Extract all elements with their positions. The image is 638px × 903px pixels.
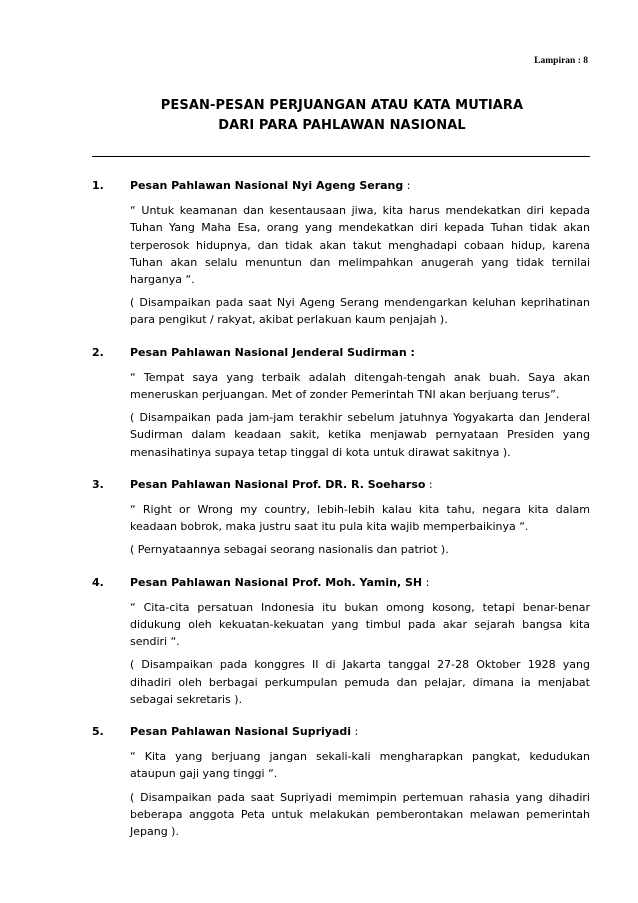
item-heading bbox=[130, 177, 590, 194]
item-heading-text: Pesan Pahlawan Nasional Jenderal Sudirman : bbox=[130, 345, 415, 359]
item-note: ( Disampaikan pada jam-jam terakhir sebelum jatuhnya Yogyakarta dan Jenderal Sudirman dalam keadaan sakit, ketika menjawab pernyataan Presiden yang menasihatinya supaya tetap tinggal di kota untuk dirawat sakitnya ). bbox=[130, 411, 590, 459]
item-heading bbox=[130, 723, 590, 740]
item-heading-suffix: : bbox=[422, 575, 430, 589]
horizontal-rule bbox=[92, 156, 590, 157]
item-body bbox=[130, 177, 590, 329]
item-heading-suffix: : bbox=[403, 179, 411, 192]
item-quote: “ Right or Wrong my country, lebih-lebih kalau kita tahu, negara kita dalam keadaan bobrok, maka justru saat itu pula kita wajib memperbaikinya “. bbox=[130, 503, 590, 534]
item-heading-suffix: : bbox=[351, 725, 359, 739]
item-body bbox=[130, 344, 590, 461]
item-note: ( Pernyataannya sebagai seorang nasionalis dan patriot ). bbox=[130, 543, 449, 557]
list-item bbox=[92, 344, 590, 461]
item-number: 3. bbox=[92, 477, 104, 491]
title-line-1: PESAN-PESAN PERJUANGAN ATAU KATA MUTIARA bbox=[160, 98, 524, 113]
item-body bbox=[130, 574, 590, 708]
item-quote: “ Untuk keamanan dan kesentausaan jiwa, kita harus mendekatkan diri kepada Tuhan Yang Maha Esa, orang yang mendekatkan diri kepada Tuhan tidak akan terperosok hidupnya, dan tidak akan takut menghadapi cobaan hidup, karena Tuhan akan selalu menuntun dan melimpahkan anugerah yang tidak ternilai harganya “. bbox=[130, 204, 590, 287]
list-item bbox=[92, 476, 590, 559]
item-number: 2. bbox=[92, 345, 104, 359]
list-item bbox=[92, 177, 590, 329]
item-heading-text: Pesan Pahlawan Nasional Prof. Moh. Yamin, SH bbox=[130, 575, 423, 589]
item-quote: “ Tempat saya yang terbaik adalah ditengah-tengah anak buah. Saya akan meneruskan perjuangan. Met of zonder Pemerintah TNI akan berjuang terus”. bbox=[130, 370, 590, 402]
item-number: 1. bbox=[92, 179, 104, 192]
item-heading-text: Pesan Pahlawan Nasional Nyi Ageng Serang bbox=[130, 179, 404, 192]
item-note: ( Disampaikan pada saat Supriyadi memimpin pertemuan rahasia yang dihadiri beberapa anggota Peta untuk melakukan pemberontakan melawan pemerintah Jepang ). bbox=[130, 790, 590, 839]
message-list bbox=[92, 177, 590, 855]
list-item bbox=[92, 723, 590, 840]
item-body bbox=[130, 723, 590, 840]
title-line-2: DARI PARA PAHLAWAN NASIONAL bbox=[218, 118, 466, 133]
item-heading bbox=[130, 476, 590, 493]
item-quote: “ Cita-cita persatuan Indonesia itu bukan omong kosong, tetapi benar-benar didukung oleh kekuatan-kekuatan yang timbul pada akar sejarah bangsa kita sendiri “. bbox=[130, 600, 590, 649]
item-number: 4. bbox=[92, 575, 104, 589]
item-heading-text: Pesan Pahlawan Nasional Prof. DR. R. Soeharso bbox=[130, 477, 426, 491]
item-number: 5. bbox=[92, 725, 104, 739]
item-body bbox=[130, 476, 590, 559]
item-heading bbox=[130, 574, 590, 591]
item-heading-suffix: : bbox=[425, 477, 433, 491]
list-item bbox=[92, 574, 590, 708]
item-heading-text: Pesan Pahlawan Nasional Supriyadi bbox=[130, 725, 352, 739]
item-note: ( Disampaikan pada saat Nyi Ageng Serang mendengarkan keluhan keprihatinan para pengikut / rakyat, akibat perlakuan kaum penjajah ). bbox=[130, 296, 590, 327]
item-quote: “ Kita yang berjuang jangan sekali-kali mengharapkan pangkat, kedudukan ataupun gaji yang tinggi “. bbox=[130, 750, 590, 781]
item-heading bbox=[130, 344, 590, 361]
page-title bbox=[92, 96, 592, 136]
lampiran-label: Lampiran : 8 bbox=[534, 56, 588, 66]
item-note: ( Disampaikan pada konggres II di Jakarta tanggal 27-28 Oktober 1928 yang dihadiri oleh berbagai perkumpulan pemuda dan pelajar, dimana ia menjabat sebagai sekretaris ). bbox=[130, 658, 590, 706]
